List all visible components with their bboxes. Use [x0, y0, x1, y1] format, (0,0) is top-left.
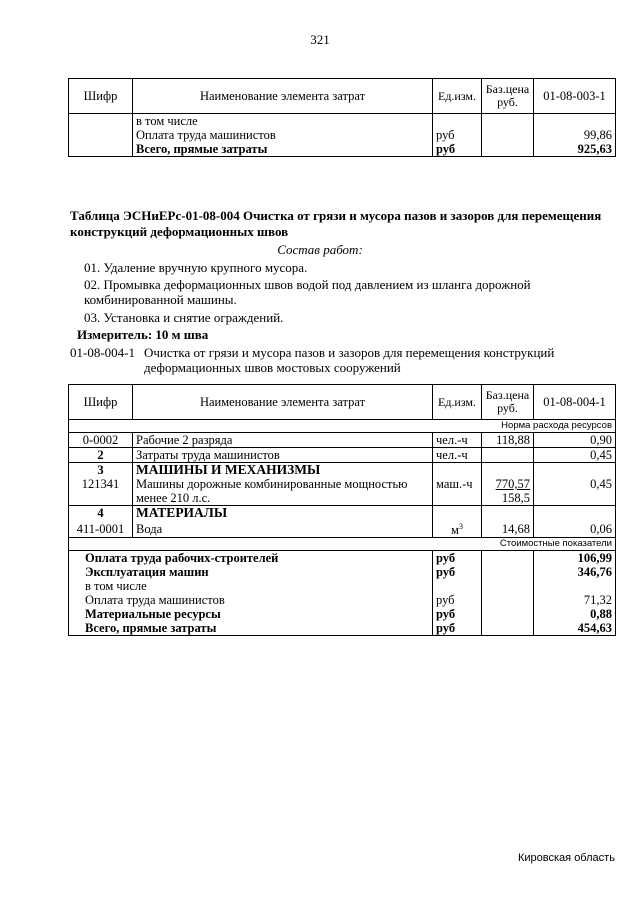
- table-row: [69, 607, 616, 621]
- table-header-row: [69, 385, 616, 420]
- measure-unit: Измеритель: 10 м шва: [77, 327, 209, 342]
- row-price: 118,88: [482, 433, 534, 448]
- row-unit: маш.-ч: [433, 477, 482, 506]
- cost-label: Стоимостные показатели: [69, 538, 616, 551]
- table-row: [69, 128, 616, 142]
- row-price: 14,68: [482, 520, 534, 538]
- row-code: 2: [69, 448, 133, 463]
- header-price: Баз.цена руб.: [482, 385, 534, 420]
- row-value: 925,63: [534, 142, 616, 157]
- section-row: [69, 463, 616, 478]
- row-name: Затраты труда машинистов: [133, 448, 433, 463]
- rate-code: 01-08-004-1: [70, 345, 135, 360]
- table-row: [69, 520, 616, 538]
- header-unit: Ед.изм.: [433, 385, 482, 420]
- section-title: МАТЕРИАЛЫ: [133, 506, 433, 521]
- table-row: [69, 142, 616, 157]
- row-unit: руб: [433, 128, 482, 142]
- header-name: Наименование элемента затрат: [133, 385, 433, 420]
- header-code: Шифр: [69, 79, 133, 114]
- table-row: [69, 448, 616, 463]
- work-item-3: 03. Установка и снятие ограждений.: [84, 310, 284, 325]
- section-row: [69, 506, 616, 521]
- row-name: Оплата труда машинистов: [69, 593, 433, 607]
- footer-region: Кировская область: [518, 852, 615, 864]
- row-value: 0,06: [534, 520, 616, 538]
- row-unit: руб: [433, 142, 482, 157]
- row-unit: руб: [433, 607, 482, 621]
- header-name: Наименование элемента затрат: [133, 79, 433, 114]
- table-row: [69, 593, 616, 607]
- work-heading: Состав работ:: [277, 242, 363, 257]
- row-name: в том числе: [69, 579, 433, 593]
- row-unit: чел.-ч: [433, 448, 482, 463]
- row-code: 121341: [69, 477, 133, 506]
- section-number: 3: [69, 463, 133, 478]
- work-item-2: 02. Промывка деформационных швов водой под давлением из шланга дорожной комбинированной машины.: [84, 277, 531, 307]
- header-code: Шифр: [69, 385, 133, 420]
- row-value: 106,99: [534, 551, 616, 566]
- row-value: 346,76: [534, 565, 616, 579]
- row-unit: чел.-ч: [433, 433, 482, 448]
- row-code: 0-0002: [69, 433, 133, 448]
- row-code: 411-0001: [69, 520, 133, 538]
- row-unit: руб: [433, 551, 482, 566]
- rate-description: [70, 345, 564, 375]
- section-title: МАШИНЫ И МЕХАНИЗМЫ: [133, 463, 433, 478]
- row-name: Вода: [133, 520, 433, 538]
- row-price: 770,57 158,5: [482, 477, 534, 506]
- cost-label-row: [69, 538, 616, 551]
- header-unit: Ед.изм.: [433, 79, 482, 114]
- row-name: Всего, прямые затраты: [69, 621, 433, 636]
- row-value: 0,88: [534, 607, 616, 621]
- table-row: [69, 579, 616, 593]
- work-item-1: 01. Удаление вручную крупного мусора.: [84, 260, 308, 275]
- row-value: 99,86: [534, 128, 616, 142]
- row-value: 0,45: [534, 448, 616, 463]
- row-name: Материальные ресурсы: [69, 607, 433, 621]
- row-value: 0,45: [534, 477, 616, 506]
- table-row: [69, 477, 616, 506]
- row-value: 0,90: [534, 433, 616, 448]
- norm-label-row: [69, 420, 616, 433]
- norm-label: Норма расхода ресурсов: [69, 420, 616, 433]
- row-name: Рабочие 2 разряда: [133, 433, 433, 448]
- row-unit: $м^3$: [433, 520, 482, 538]
- table-row: [69, 433, 616, 448]
- row-name: Оплата труда рабочих-строителей: [69, 551, 433, 566]
- cost-table-01-08-003-1: [68, 78, 616, 157]
- row-unit: руб: [433, 593, 482, 607]
- row-name: Всего, прямые затраты: [133, 142, 433, 157]
- row-unit: руб: [433, 565, 482, 579]
- header-rate-code: 01-08-004-1: [534, 385, 616, 420]
- row-name: Оплата труда машинистов: [133, 128, 433, 142]
- row-name: Машины дорожные комбинированные мощностью менее 210 л.с.: [133, 477, 433, 506]
- table-title: Таблица ЭСНиЕРс-01-08-004 Очистка от грязи и мусора пазов и зазоров для перемещения конструкций деформационных швов: [70, 208, 602, 239]
- table-header-row: [69, 79, 616, 114]
- page-number: 321: [310, 32, 330, 47]
- row-unit: руб: [433, 621, 482, 636]
- table-row: [69, 551, 616, 566]
- table-row: [69, 114, 616, 129]
- row-value: 71,32: [534, 593, 616, 607]
- rate-text: Очистка от грязи и мусора пазов и зазоров для перемещения конструкций деформационных швов мостовых сооружений: [144, 345, 555, 375]
- row-name: Эксплуатация машин: [69, 565, 433, 579]
- table-row: [69, 621, 616, 636]
- header-rate-code: 01-08-003-1: [534, 79, 616, 114]
- cost-table-01-08-004-1: [68, 384, 616, 636]
- row-name: в том числе: [133, 114, 433, 129]
- row-price: [482, 448, 534, 463]
- row-value: 454,63: [534, 621, 616, 636]
- table-row: [69, 565, 616, 579]
- section-number: 4: [69, 506, 133, 521]
- header-price: Баз.цена руб.: [482, 79, 534, 114]
